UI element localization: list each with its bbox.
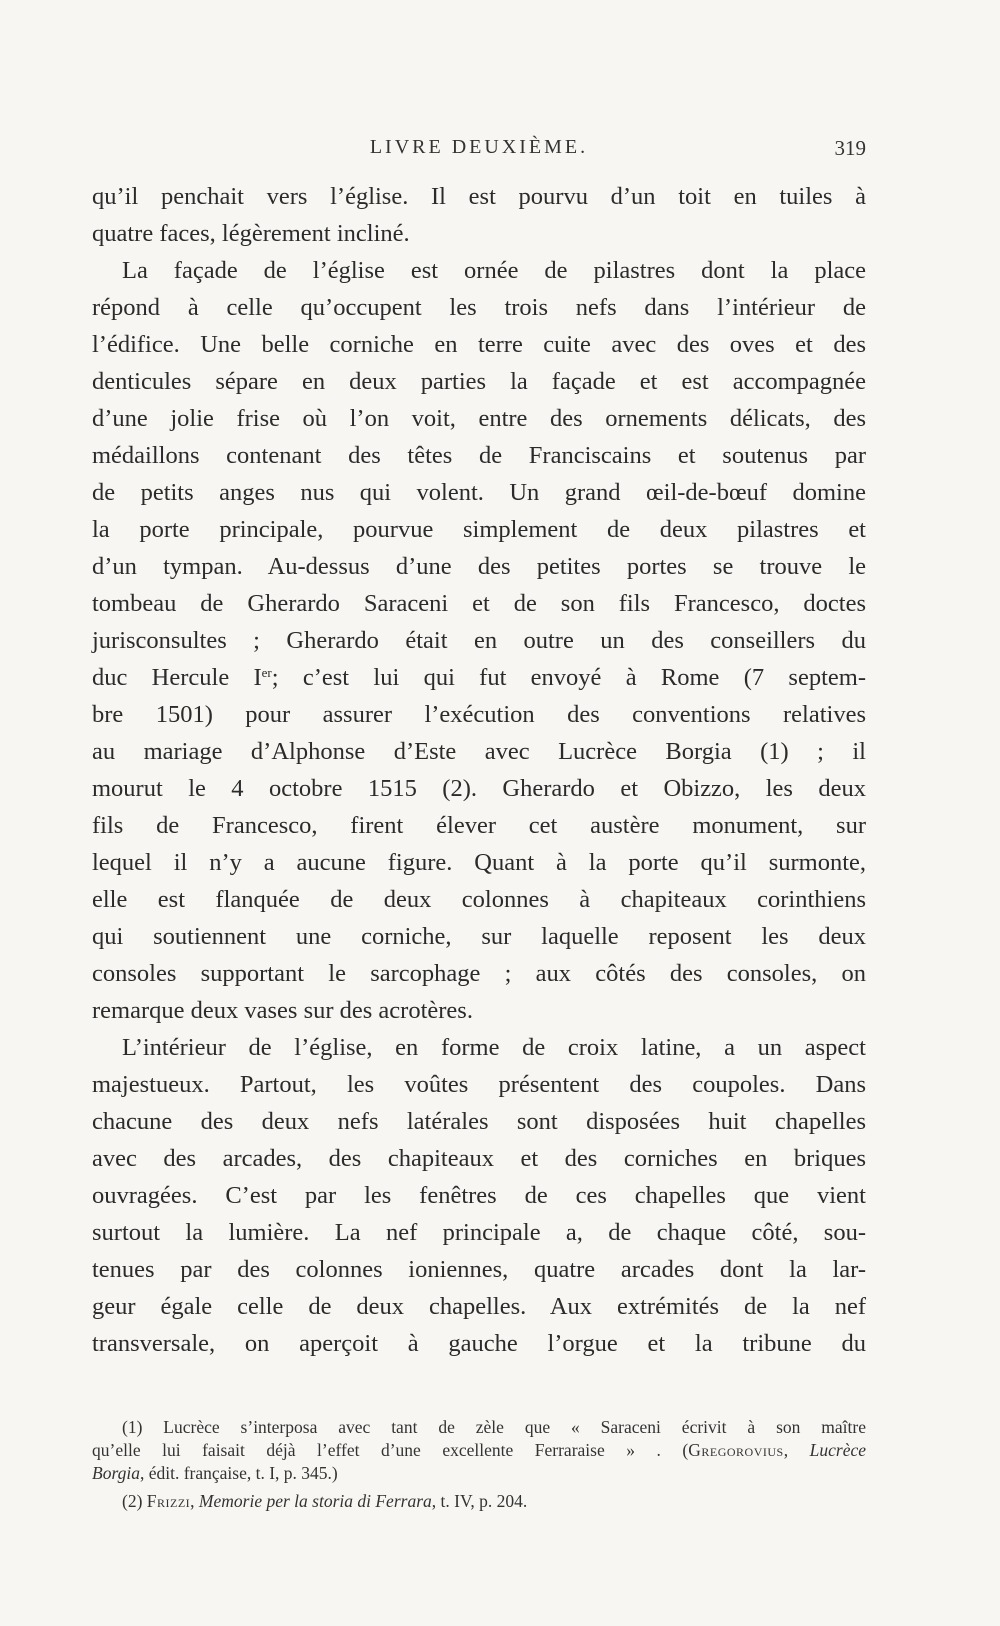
body-line: médaillons contenant des têtes de Franciscains et soutenus par xyxy=(92,442,866,469)
body-line: remarque deux vases sur des acrotères. xyxy=(92,997,473,1024)
body-line: La façade de l’église est ornée de pilastres dont la place xyxy=(122,257,866,284)
running-head xyxy=(92,136,866,166)
body-line: qui soutiennent une corniche, sur laquelle reposent les deux xyxy=(92,923,866,950)
footnote-1-line: (1) Lucrèce s’interposa avec tant de zèle que « Saraceni écrivit à son maître xyxy=(122,1417,866,1437)
body-line: tombeau de Gherardo Saraceni et de son fils Francesco, doctes xyxy=(92,590,866,617)
body-line: l’édifice. Une belle corniche en terre cuite avec des oves et des xyxy=(92,331,866,358)
body-line: transversale, on aperçoit à gauche l’orgue et la tribune du xyxy=(92,1330,866,1357)
body-line: mourut le 4 octobre 1515 (2). Gherardo et Obizzo, les deux xyxy=(92,775,866,802)
footnote-separator: , xyxy=(783,1440,810,1460)
body-line: surtout la lumière. La nef principale a, de chaque côté, sou- xyxy=(92,1219,866,1246)
footnote-text: , édit. française, t. I, p. 345.) xyxy=(139,1463,338,1483)
body-line: geur égale celle de deux chapelles. Aux extrémités de la nef xyxy=(92,1293,866,1320)
footnote-1-line xyxy=(92,1439,866,1462)
footnote-title: Lucrèce xyxy=(809,1440,867,1460)
body-line: consoles supportant le sarcophage ; aux côtés des consoles, on xyxy=(92,960,866,987)
body-line: au mariage d’Alphonse d’Este avec Lucrèce Borgia (1) ; il xyxy=(92,738,866,765)
body-line: tenues par des colonnes ioniennes, quatre arcades dont la lar- xyxy=(92,1256,866,1283)
footnote-title: Memorie per la storia di Ferrara xyxy=(198,1491,432,1511)
footnote-author: Frizzi xyxy=(146,1491,191,1511)
footnotes xyxy=(92,1416,866,1513)
body-line-with-superscript xyxy=(92,659,866,696)
footnote-title: Borgia xyxy=(92,1463,140,1483)
body-line: quatre faces, légèrement incliné. xyxy=(92,220,410,247)
superscript: er xyxy=(261,665,272,680)
body-line: chacune des deux nefs latérales sont disposées huit chapelles xyxy=(92,1108,866,1135)
body-line: qu’il penchait vers l’église. Il est pourvu d’un toit en tuiles à xyxy=(92,183,866,210)
footnote-1-line xyxy=(92,1462,866,1485)
body-line: fils de Francesco, firent élever cet austère monument, sur xyxy=(92,812,866,839)
footnote-text: , t. IV, p. 204. xyxy=(431,1491,528,1511)
footnote-2-line xyxy=(92,1490,866,1513)
footnote-author: Gregorovius xyxy=(688,1440,784,1460)
body-line: la porte principale, pourvue simplement de deux pilastres et xyxy=(92,516,866,543)
body-line: d’une jolie frise où l’on voit, entre des ornements délicats, des xyxy=(92,405,866,432)
body-line: denticules sépare en deux parties la façade et est accompagnée xyxy=(92,368,866,395)
footnote-separator: , xyxy=(190,1491,199,1511)
running-title: LIVRE DEUXIÈME. xyxy=(369,136,589,158)
body-line: avec des arcades, des chapiteaux et des corniches en briques xyxy=(92,1145,866,1172)
body-line: de petits anges nus qui volent. Un grand œil-de-bœuf domine xyxy=(92,479,866,506)
body-text xyxy=(92,178,866,1362)
body-line: L’intérieur de l’église, en forme de croix latine, a un aspect xyxy=(122,1034,866,1061)
footnote-text: qu’elle lui faisait déjà l’effet d’une excellente Ferraraise » . ( xyxy=(92,1440,689,1460)
page-number: 319 xyxy=(834,136,866,160)
footnote-number: (2) xyxy=(122,1491,147,1511)
body-line: jurisconsultes ; Gherardo était en outre un des conseillers du xyxy=(92,627,866,654)
body-line: elle est flanquée de deux colonnes à chapiteaux corinthiens xyxy=(92,886,866,913)
body-line-head: duc Hercule I xyxy=(92,664,262,691)
body-line: ouvragées. C’est par les fenêtres de ces chapelles que vient xyxy=(92,1182,866,1209)
body-line: répond à celle qu’occupent les trois nefs dans l’intérieur de xyxy=(92,294,866,321)
body-line-tail: ; c’est lui qui fut envoyé à Rome (7 septem- xyxy=(271,664,866,691)
body-line: lequel il n’y a aucune figure. Quant à la porte qu’il surmonte, xyxy=(92,849,866,876)
body-line: bre 1501) pour assurer l’exécution des conventions relatives xyxy=(92,701,866,728)
body-line: d’un tympan. Au-dessus d’une des petites portes se trouve le xyxy=(92,553,866,580)
body-line: majestueux. Partout, les voûtes présentent des coupoles. Dans xyxy=(92,1071,866,1098)
